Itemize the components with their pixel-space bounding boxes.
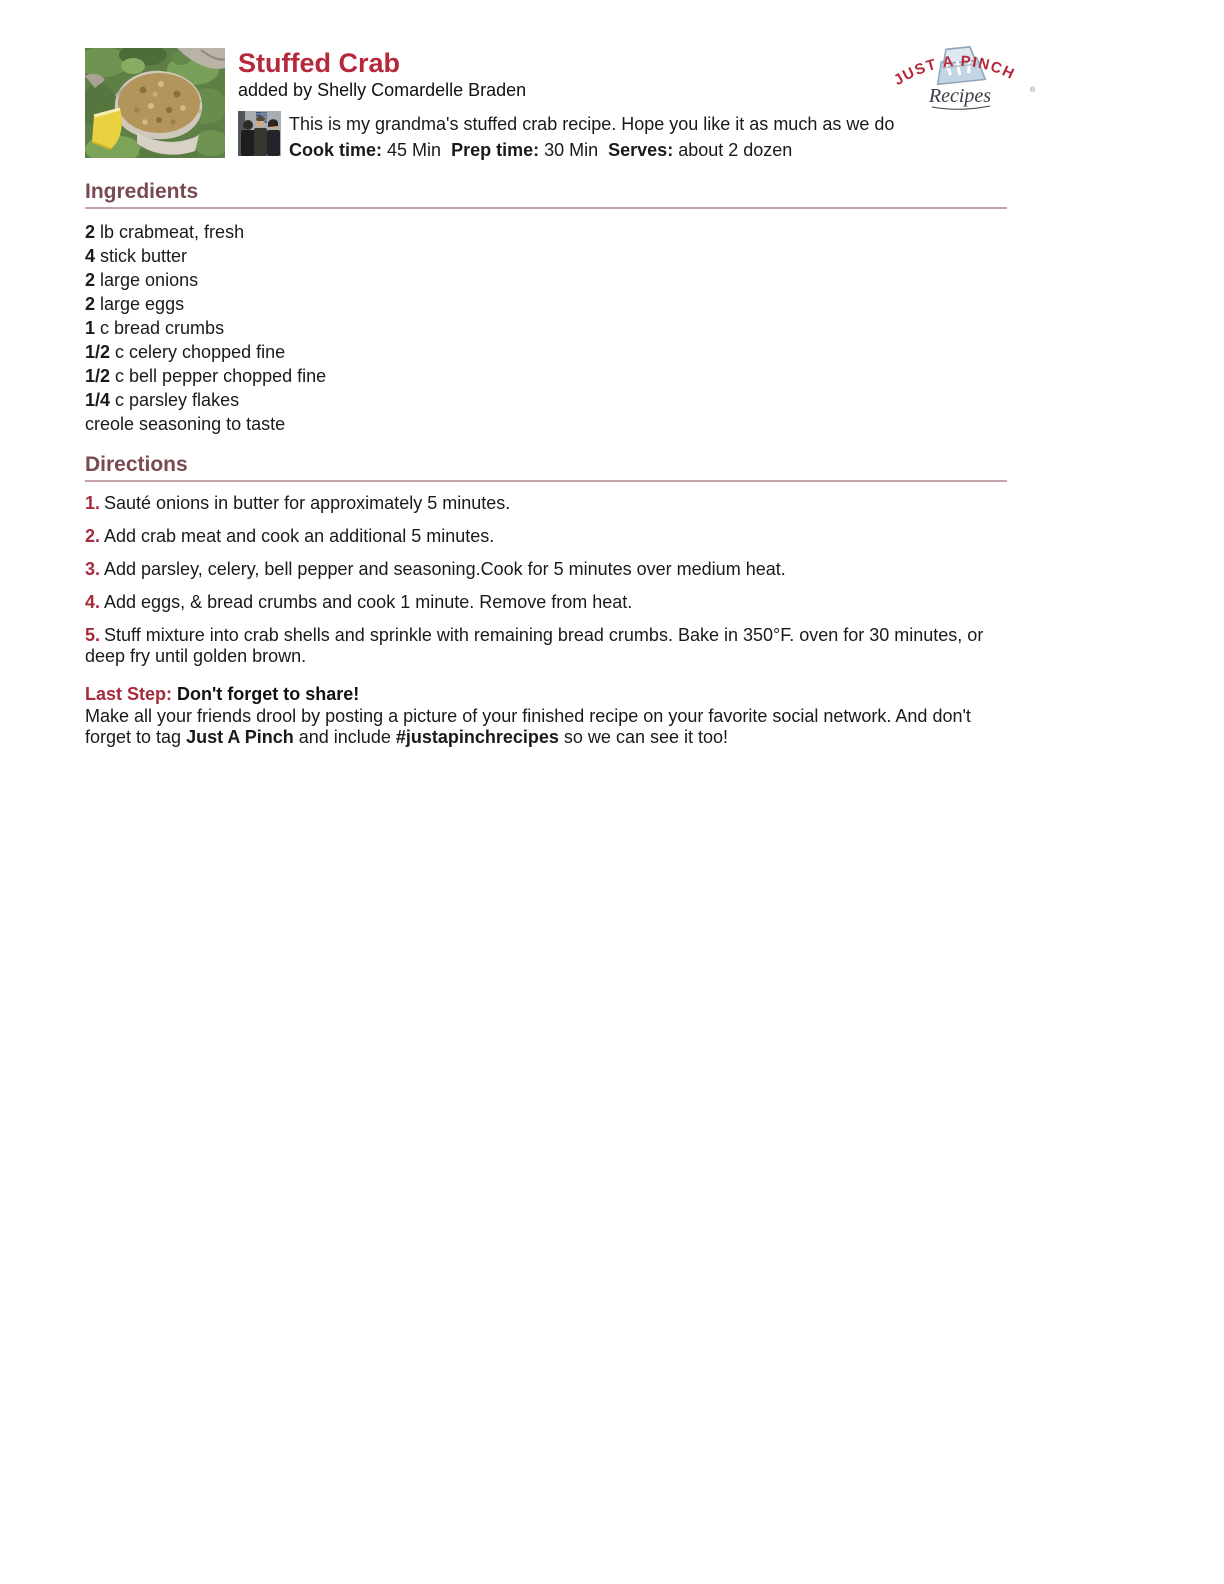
prep-time-label: Prep time: <box>451 140 540 160</box>
step-text: Stuff mixture into crab shells and sprinkle with remaining bread crumbs. Bake in 350°F. oven for 30 minutes, or deep fry until golden brown. <box>85 625 984 666</box>
member-avatar-icon <box>238 111 281 156</box>
ingredient-amount: 2 <box>85 270 96 290</box>
step-text: Sauté onions in butter for approximately 5 minutes. <box>104 493 511 513</box>
stuffed-crab-photo-icon <box>85 48 225 158</box>
ingredient-text: large eggs <box>100 294 185 314</box>
recipe-photo <box>85 48 225 158</box>
direction-step <box>85 592 1007 613</box>
ingredient-amount: 1/2 <box>85 342 111 362</box>
last-step-body <box>85 706 1007 748</box>
last-step-hashtag: #justapinchrecipes <box>395 727 559 747</box>
ingredient-amount: 1/2 <box>85 366 111 386</box>
serves-label: Serves: <box>608 140 674 160</box>
direction-step <box>85 559 1007 580</box>
ingredient-item <box>85 340 1007 364</box>
page-content <box>85 48 1036 748</box>
ingredient-text: c bell pepper chopped fine <box>115 366 327 386</box>
last-step-text: Make all your friends drool by posting a picture of your finished recipe on your favorite social network. And don't forget to tag <box>85 706 971 747</box>
ingredient-text: large onions <box>100 270 199 290</box>
recipe-meta <box>289 137 894 163</box>
step-number: 4. <box>85 592 101 612</box>
ingredient-text: c bread crumbs <box>100 318 225 338</box>
ingredient-text: c parsley flakes <box>115 390 240 410</box>
direction-step <box>85 526 1007 547</box>
last-step-section <box>85 684 1007 748</box>
directions-heading: Directions <box>85 453 1007 482</box>
recipe-description: This is my grandma's stuffed crab recipe. Hope you like it as much as we do <box>289 114 895 134</box>
avatar <box>238 111 281 156</box>
ingredient-item <box>85 292 1007 316</box>
ingredient-item <box>85 388 1007 412</box>
ingredient-item <box>85 412 1007 436</box>
recipe-byline: added by Shelly Comardelle Braden <box>238 80 527 100</box>
recipe-header <box>85 48 1036 163</box>
last-step-heading <box>85 684 1007 705</box>
ingredient-text: lb crabmeat, fresh <box>100 222 245 242</box>
ingredient-amount: 1 <box>85 318 96 338</box>
ingredient-amount: 1/4 <box>85 390 111 410</box>
ingredient-amount: 2 <box>85 222 96 242</box>
cook-time-label: Cook time: <box>289 140 383 160</box>
direction-step <box>85 625 1007 667</box>
ingredient-item <box>85 244 1007 268</box>
step-number: 1. <box>85 493 101 513</box>
step-text: Add parsley, celery, bell pepper and seasoning.Cook for 5 minutes over medium heat. <box>104 559 786 579</box>
description-block <box>289 111 894 163</box>
ingredients-heading: Ingredients <box>85 180 1007 209</box>
step-number: 2. <box>85 526 101 546</box>
logo-arc-text: JUST A PINCH <box>890 52 1018 90</box>
last-step-text: and include <box>293 727 396 747</box>
ingredient-text: creole seasoning to taste <box>85 414 286 434</box>
last-step-label: Last Step: <box>85 684 173 704</box>
ingredient-item <box>85 316 1007 340</box>
logo-trademark: ® <box>1030 87 1036 94</box>
prep-time-value: 30 Min <box>544 140 599 160</box>
ingredient-text: stick butter <box>100 246 188 266</box>
serves-value: about 2 dozen <box>678 140 793 160</box>
ingredient-text: c celery chopped fine <box>115 342 286 362</box>
direction-step <box>85 493 1007 514</box>
step-text: Add crab meat and cook an additional 5 minutes. <box>104 526 495 546</box>
ingredient-item <box>85 220 1007 244</box>
last-step-title: Don't forget to share! <box>177 684 360 704</box>
page-title: Stuffed Crab <box>238 48 400 78</box>
ingredient-list <box>85 220 1007 436</box>
ingredient-amount: 4 <box>85 246 96 266</box>
step-number: 5. <box>85 625 101 645</box>
last-step-brand: Just A Pinch <box>186 727 294 747</box>
recipe-box-logo-icon <box>880 30 1040 122</box>
ingredient-item <box>85 268 1007 292</box>
directions-list <box>85 493 1007 667</box>
cook-time-value: 45 Min <box>387 140 442 160</box>
just-a-pinch-logo <box>880 30 1040 122</box>
step-text: Add eggs, & bread crumbs and cook 1 minute. Remove from heat. <box>104 592 633 612</box>
ingredient-item <box>85 364 1007 388</box>
step-number: 3. <box>85 559 101 579</box>
logo-script-text: Recipes <box>928 85 992 107</box>
last-step-text: so we can see it too! <box>558 727 729 747</box>
ingredient-amount: 2 <box>85 294 96 314</box>
